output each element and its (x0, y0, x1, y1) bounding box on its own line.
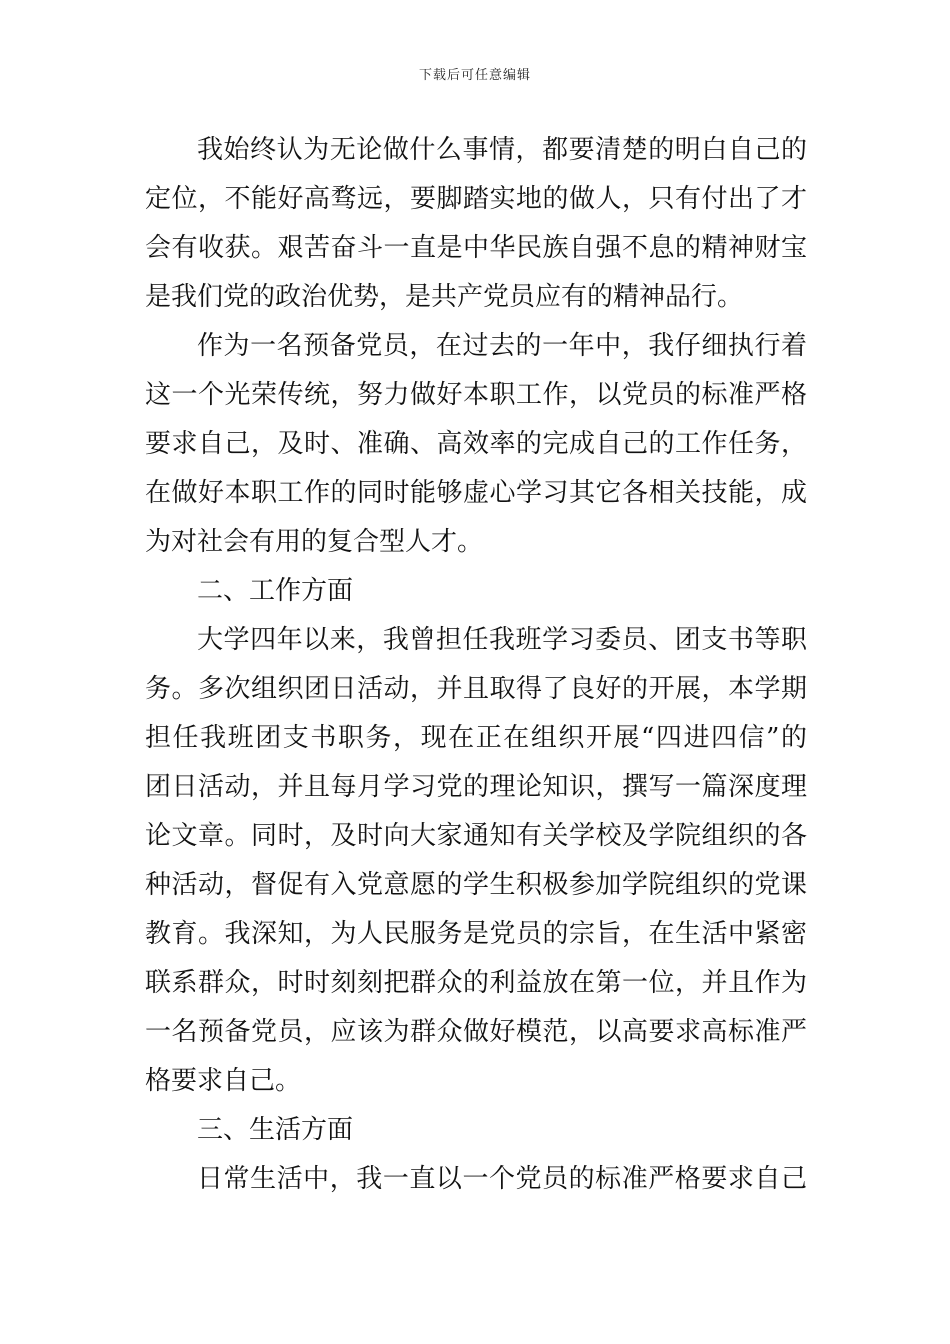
text-line: 大学四年以来，我曾担任我班学习委员、团支书等职 (197, 625, 807, 655)
text-line: 这一个光荣传统，努力做好本职工作，以党员的标准严格 (145, 380, 807, 410)
text-line: 在做好本职工作的同时能够虚心学习其它各相关技能，成 (145, 478, 807, 508)
paragraph (145, 616, 807, 1106)
paragraph (145, 322, 807, 567)
text-line: 定位，不能好高骛远，要脚踏实地的做人，只有付出了才 (145, 184, 807, 214)
text-line: 格要求自己。 (145, 1066, 302, 1096)
text-line: 一名预备党员，应该为群众做好模范，以高要求高标准严 (145, 1017, 807, 1047)
text-line: 作为一名预备党员，在过去的一年中，我仔细执行着 (197, 331, 807, 361)
page-header: 下载后可任意编辑 (418, 68, 531, 83)
text-line: 论文章。同时，及时向大家通知有关学校及学院组织的各 (145, 821, 807, 851)
text-line: 种活动，督促有入党意愿的学生积极参加学院组织的党课 (145, 870, 807, 900)
text-line: 是我们党的政治优势，是共产党员应有的精神品行。 (145, 282, 744, 312)
text-line: 联系群众，时时刻刻把群众的利益放在第一位，并且作为 (145, 968, 807, 998)
text-line: 为对社会有用的复合型人才。 (145, 527, 484, 557)
text-line: 务。多次组织团日活动，并且取得了良好的开展，本学期 (145, 674, 807, 704)
text-line: 团日活动，并且每月学习党的理论知识，撰写一篇深度理 (145, 772, 807, 802)
text-line: 担任我班团支书职务，现在正在组织开展“四进四信”的 (145, 723, 807, 753)
paragraph (145, 126, 807, 322)
section-heading-work: 二、工作方面 (197, 576, 354, 606)
section-heading-life: 三、生活方面 (197, 1115, 354, 1145)
text-line: 要求自己，及时、准确、高效率的完成自己的工作任务， (145, 429, 807, 459)
document-body (145, 126, 807, 1204)
text-line: 教育。我深知，为人民服务是党员的宗旨，在生活中紧密 (145, 919, 807, 949)
text-line: 我始终认为无论做什么事情，都要清楚的明白自己的 (197, 135, 807, 165)
text-line: 日常生活中，我一直以一个党员的标准严格要求自己 (197, 1164, 807, 1194)
paragraph (145, 1155, 807, 1204)
text-line: 会有收获。艰苦奋斗一直是中华民族自强不息的精神财宝 (145, 233, 807, 263)
